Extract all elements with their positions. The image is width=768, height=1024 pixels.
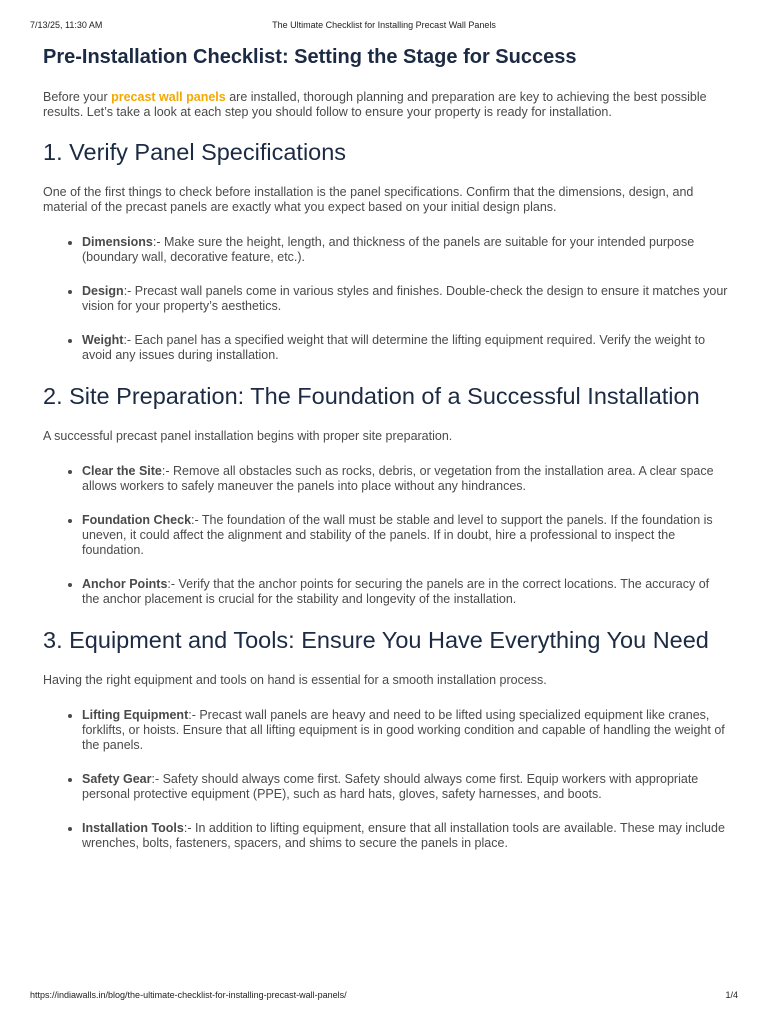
precast-wall-panels-link[interactable]: precast wall panels	[111, 90, 226, 104]
section-verify-specifications	[43, 138, 728, 363]
list-item	[82, 284, 728, 314]
list-item-term: Clear the Site	[82, 464, 162, 478]
section-site-preparation	[43, 382, 728, 607]
list-item-term: Foundation Check	[82, 513, 192, 527]
list-item	[82, 464, 728, 494]
page-number: 1/4	[725, 990, 738, 1000]
list-item-text: :- Each panel has a specified weight that will determine the lifting equipment required. Verify the weight to avoid any issues during installation.	[82, 333, 706, 362]
list-item-term: Weight	[82, 333, 124, 347]
print-header	[30, 20, 738, 34]
list-item-term: Dimensions	[82, 235, 153, 249]
list-item	[82, 772, 728, 802]
list-item-text: :- Precast wall panels come in various styles and finishes. Double-check the design to ensure it matches your vision for your property’s aesthetics.	[82, 284, 728, 313]
list-item-text: :- Make sure the height, length, and thickness of the panels are suitable for your intended purpose (boundary wall, decorative feature, etc.).	[82, 235, 695, 264]
list-item-term: Lifting Equipment	[82, 708, 189, 722]
list-item-text: :- Safety should always come first. Safety should always come first. Equip workers with appropriate personal protective equipment (PPE), such as hard hats, gloves, safety harnesses, and boots.	[82, 772, 699, 801]
section-equipment-tools	[43, 626, 728, 851]
list-item-term: Design	[82, 284, 124, 298]
list-item	[82, 577, 728, 607]
list-item	[82, 708, 728, 753]
section-heading: 3. Equipment and Tools: Ensure You Have Everything You Need	[43, 627, 709, 653]
list-item-text: :- The foundation of the wall must be stable and level to support the panels. If the foundation is uneven, it could affect the alignment and stability of the panels. If in doubt, hire a professional to inspect the foundation.	[82, 513, 713, 557]
list-item-text: :- Remove all obstacles such as rocks, debris, or vegetation from the installation area. A clear space allows workers to safely maneuver the panels into place without any hindrances.	[82, 464, 714, 493]
section-description: One of the first things to check before installation is the panel specifications. Confirm that the dimensions, design, and material of the precast panels are exactly what you expect based on your initial design plans.	[43, 185, 694, 214]
page-url: https://indiawalls.in/blog/the-ultimate-checklist-for-installing-precast-wall-panels/	[30, 990, 347, 1000]
list-item	[82, 513, 728, 558]
article-content	[43, 44, 728, 870]
list-item	[82, 333, 728, 363]
list-item-term: Installation Tools	[82, 821, 184, 835]
list-item-text: :- Verify that the anchor points for securing the panels are in the correct locations. The accuracy of the anchor placement is crucial for the stability and longevity of the installation.	[82, 577, 710, 606]
bullet-list	[43, 235, 728, 363]
list-item-text: :- Precast wall panels are heavy and need to be lifted using specialized equipment like cranes, forklifts, or hoists. Ensure that all lifting equipment is in good working condition and capable of handling the weight of the panels.	[82, 708, 725, 752]
list-item	[82, 821, 728, 851]
intro-after: are installed, thorough planning and preparation are key to achieving the best possible results. Let’s take a look at each step you should follow to ensure your property is ready for installation.	[43, 90, 707, 119]
print-datetime: 7/13/25, 11:30 AM	[30, 20, 103, 30]
print-footer	[30, 990, 738, 1004]
bullet-list	[43, 708, 728, 851]
page-title: Pre-Installation Checklist: Setting the Stage for Success	[43, 46, 577, 68]
section-heading: 1. Verify Panel Specifications	[43, 139, 347, 165]
section-heading: 2. Site Preparation: The Foundation of a Successful Installation	[43, 383, 700, 409]
intro-before: Before your	[43, 90, 112, 104]
list-item-term: Safety Gear	[82, 772, 152, 786]
bullet-list	[43, 464, 728, 607]
list-item	[82, 235, 728, 265]
list-item-term: Anchor Points	[82, 577, 168, 591]
intro-paragraph	[43, 90, 728, 120]
section-description: Having the right equipment and tools on hand is essential for a smooth installation process.	[43, 673, 547, 687]
list-item-text: :- In addition to lifting equipment, ensure that all installation tools are available. These may include wrenches, bolts, fasteners, spacers, and shims to secure the panels in place.	[82, 821, 725, 850]
section-description: A successful precast panel installation begins with proper site preparation.	[43, 429, 453, 443]
print-doc-title: The Ultimate Checklist for Installing Precast Wall Panels	[272, 20, 496, 30]
